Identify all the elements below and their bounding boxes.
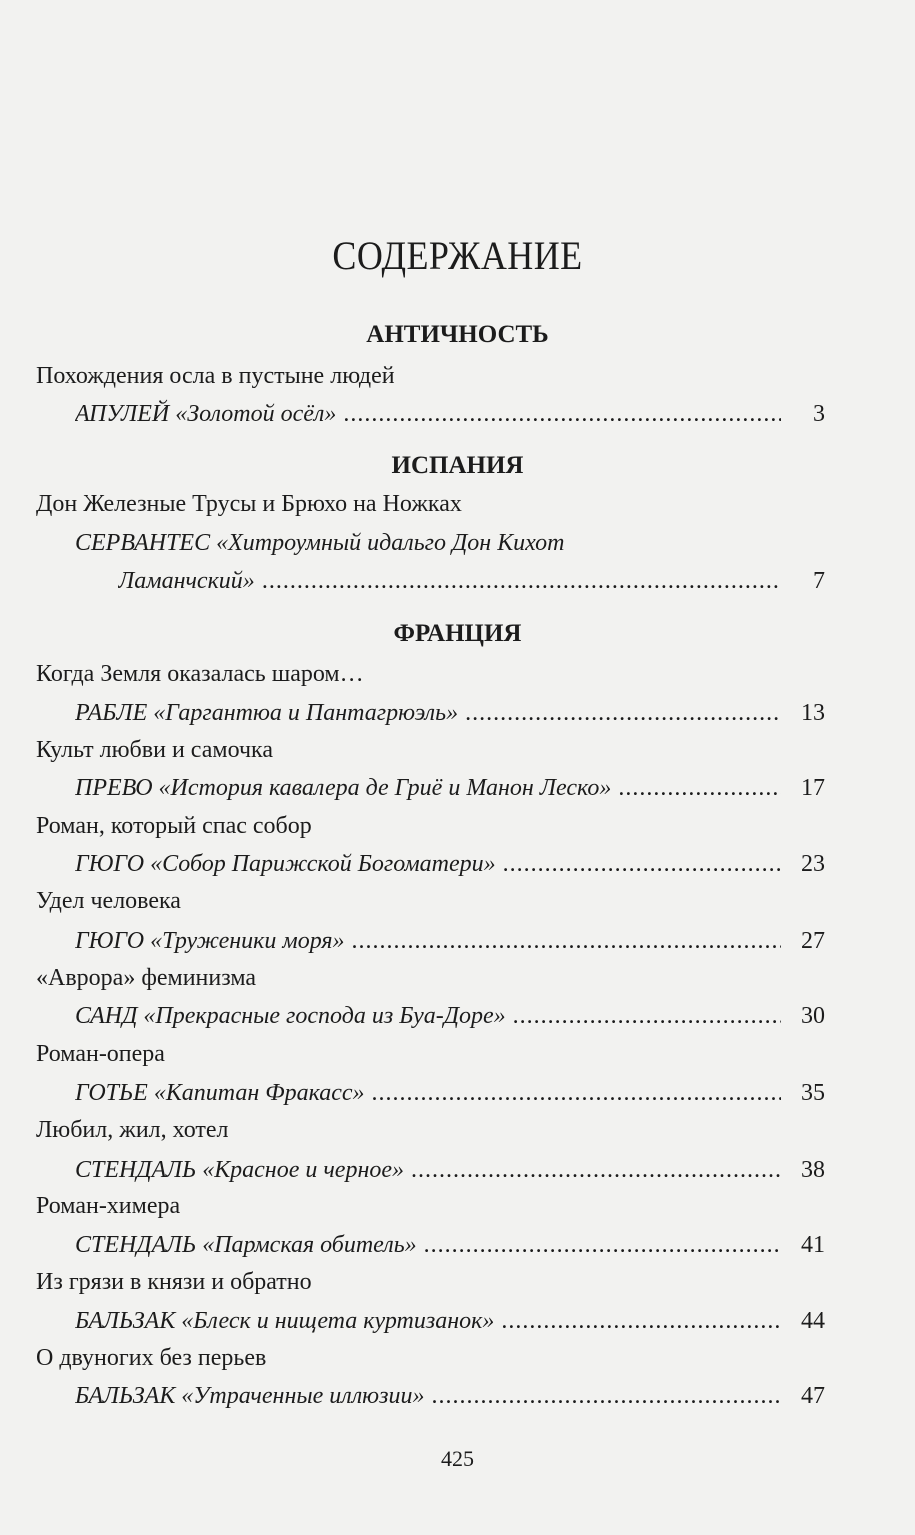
page-folio: 425	[441, 1446, 474, 1471]
essay-title: Роман-химера	[36, 1193, 181, 1219]
work-title: САНД «Прекрасные господа из Буа-Доре» .....	[75, 1003, 825, 1029]
section-heading-antiquity: АНТИЧНОСТЬ	[366, 321, 549, 348]
essay-title: Культ любви и самочка	[36, 737, 273, 763]
page-number: 41	[781, 1229, 825, 1261]
work-title: БАЛЬЗАК «Блеск и нищета куртизанок» .....	[75, 1308, 825, 1334]
work-title: Ламанчский» .....	[118, 568, 825, 594]
essay-title: Роман, который спас собор	[36, 813, 312, 839]
page-number: 38	[781, 1154, 825, 1186]
work-title: ПРЕВО «История кавалера де Гриё и Манон Леско» .....	[75, 775, 825, 801]
page-number: 7	[781, 565, 825, 597]
page-number: 3	[781, 398, 825, 430]
toc-entry	[75, 925, 825, 957]
essay-title: Похождения осла в пустыне людей	[36, 363, 395, 389]
work-title: РАБЛЕ «Гаргантюа и Пантагрюэль» .....	[75, 700, 825, 726]
work-title: ГЮГО «Труженики моря» .....	[75, 928, 825, 954]
page-number: 44	[781, 1305, 825, 1337]
page-number: 35	[781, 1077, 825, 1109]
essay-title: Роман-опера	[36, 1041, 165, 1067]
page-number: 27	[781, 925, 825, 957]
page-number: 13	[781, 697, 825, 729]
essay-title: Из грязи в князи и обратно	[36, 1269, 312, 1295]
toc-entry	[75, 848, 825, 880]
work-title: СТЕНДАЛЬ «Пармская обитель» .....	[75, 1232, 825, 1258]
section-heading-france: ФРАНЦИЯ	[393, 620, 522, 647]
toc-entry	[118, 565, 825, 597]
toc-entry	[75, 398, 825, 430]
toc-entry	[75, 697, 825, 729]
page-number: 23	[781, 848, 825, 880]
work-title: СТЕНДАЛЬ «Красное и черное» .....	[75, 1157, 825, 1183]
essay-title: О двуногих без перьев	[36, 1345, 267, 1371]
work-title-line-1: СЕРВАНТЕС «Хитроумный идальго Дон Кихот	[75, 530, 565, 556]
essay-title: Удел человека	[36, 888, 181, 914]
toc-entry	[75, 772, 825, 804]
toc-entry	[75, 1380, 825, 1412]
essay-title: Когда Земля оказалась шаром…	[36, 661, 364, 687]
essay-title: Дон Железные Трусы и Брюхо на Ножках	[36, 491, 462, 517]
section-heading-spain: ИСПАНИЯ	[391, 452, 524, 479]
work-title: ГОТЬЕ «Капитан Фракасс» .....	[75, 1080, 825, 1106]
page-number: 30	[781, 1000, 825, 1032]
work-title: АПУЛЕЙ «Золотой осёл» .....	[75, 401, 825, 427]
page-number: 47	[781, 1380, 825, 1412]
toc-entry	[75, 1000, 825, 1032]
essay-title: Любил, жил, хотел	[36, 1117, 229, 1143]
toc-entry	[75, 1229, 825, 1261]
toc-entry	[75, 1077, 825, 1109]
toc-entry	[75, 1154, 825, 1186]
page-title: СОДЕРЖАНИЕ	[332, 233, 583, 278]
essay-title: «Аврора» феминизма	[36, 965, 257, 991]
toc-entry	[75, 1305, 825, 1337]
page-number: 17	[781, 772, 825, 804]
work-title: ГЮГО «Собор Парижской Богоматери» .....	[75, 851, 825, 877]
work-title: БАЛЬЗАК «Утраченные иллюзии» .....	[75, 1383, 825, 1409]
